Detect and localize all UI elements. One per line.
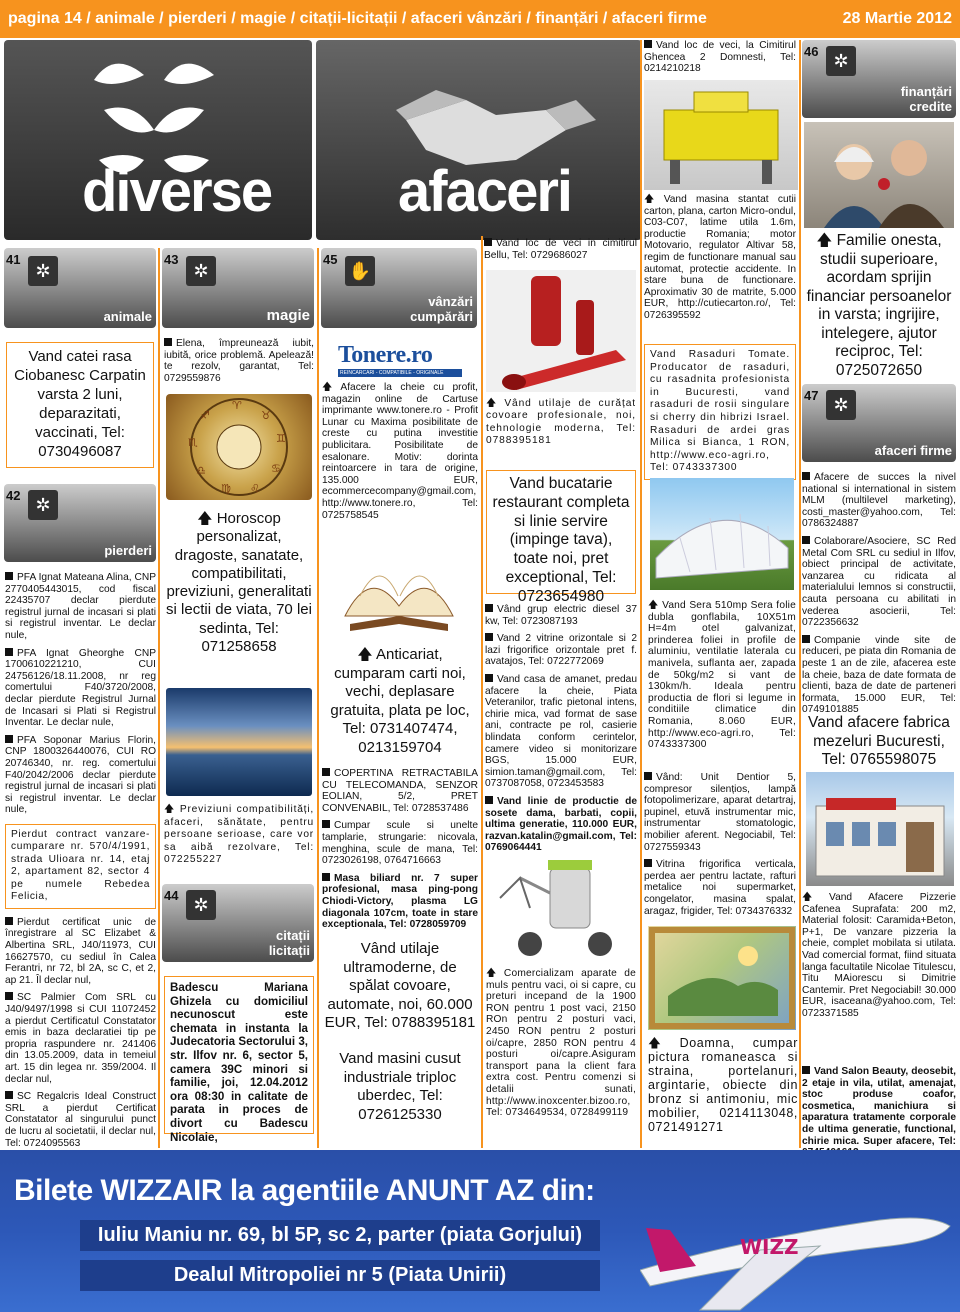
greenhouse-image: [650, 478, 794, 590]
col5-item-5: Vand 2 vitrine orizontale si 2 lazi frigorifice orizontale pret f. avatajos, Tel: 0722772069: [485, 633, 637, 668]
arrow-icon: 🡅: [197, 510, 217, 527]
arrow-icon: 🡅: [486, 398, 505, 409]
elderly-couple-image: [804, 122, 954, 228]
arrow-icon: 🡅: [648, 1036, 680, 1050]
bullet-icon: [322, 768, 330, 776]
svg-text:♌: ♌: [250, 482, 260, 495]
animale-section-header: [4, 248, 156, 328]
arrow-icon: 🡅: [648, 600, 663, 611]
arrow-icon: 🡅: [802, 892, 830, 903]
top-bar: [0, 0, 960, 38]
pierderi-section-label: pierderi: [104, 543, 152, 558]
bullet-icon: [485, 633, 493, 641]
carpet-roll-image: [486, 270, 636, 392]
bullet-icon: [5, 917, 13, 925]
plane-logo-text: WIZZ: [740, 1235, 799, 1259]
arrow-icon: 🡅: [486, 968, 504, 979]
afaceri-title: afaceri: [398, 159, 572, 224]
vanzari-ad-2: 🡅 Anticariat, cumparam carti noi, vechi, deplasare gratuita, plata pe loc, Tel: 0731407474, 0213159704: [330, 646, 470, 756]
bullet-icon: [644, 40, 652, 48]
citatii-section-number: 44: [164, 888, 179, 903]
svg-text:♋: ♋: [271, 462, 281, 475]
col6-item-4: Vând: Unit Dentior 5, compresor silențios, lampă fotopolimerizare, aparat detartraj, pupinel, etuvă instrumentar mic, instrumentar stomatologic, mobilier aferent. Negociabil, Tel: 0727559343: [644, 772, 796, 853]
col6-ad-0: Vand loc de veci, la Cimitirul Ghencea 2 Domnesti, Tel: 0214210218: [644, 40, 796, 75]
vanzari-item-4: Cumpar scule si unelte tamplarie, strungarie: nicovala, menghina, scule de mana, Tel: 0723026198, 0764716663: [322, 820, 478, 867]
col5-ad-1: Vand loc de veci in cimitirul Bellu, Tel: 0729686027: [484, 238, 637, 261]
sunset-image: [166, 688, 312, 796]
col5-ad-2: 🡅 Vând utilaje de curățat covoare profesionale, noi, tehnologie moderna, Tel: 0788395181: [486, 398, 636, 446]
bullet-icon: [802, 536, 810, 544]
magie-ad-3: 🡅 Previziuni compatibilități, afaceri, sănătate, pentru persoane serioase, care vor sa aibă rezolvare, Tel: 072255227: [164, 804, 315, 865]
vanzari-section-label: vânzări cumpărări: [410, 294, 473, 324]
vanzari-ad-1: 🡅 Afacere la cheie cu profit, magazin online de Cartuse imprimante www.tonere.ro - Profit Lunar cu Maxima posibilitate de creste cu putina investitie publicitara. Posibilitate de esalonare. Motiv: dorinta reintoarcere in tara de origine, 135.000 EUR, ecommercecompany@gmail.com, http://www.tonere.ro, Tel: 0725758545: [322, 382, 478, 521]
finantari-section-number: 46: [804, 44, 819, 59]
svg-text:♊: ♊: [276, 432, 286, 445]
col7-ad-5: Vand afacere fabrica mezeluri Bucuresti, Tel: 0765598075: [808, 714, 950, 768]
pierderi-section-header: [4, 484, 156, 562]
arrow-icon: 🡅: [816, 232, 837, 249]
magie-ad-1: Elena, împreunează iubit, iubită, orice problemă. Apelează! te rezolv, garantat, Tel: 0729559876: [164, 338, 314, 384]
banner-line-3: Dealul Mitropoliei nr 5 (Piata Unirii): [80, 1260, 600, 1291]
svg-text:♏: ♏: [188, 436, 198, 449]
pierderi-item-4: Pierdut contract vanzare-cumparare nr. 570/4/1991, strada Ulioara nr. 14, etaj 2, apartament 82, sector 4 pe numele Rebedea Felicia,: [5, 824, 156, 909]
vanzari-logo-icon: ✋: [345, 256, 375, 286]
col5-list: [485, 604, 637, 860]
tonere-logo: [338, 342, 462, 376]
col7-item-3: Colaborare/Asociere, SC Red Metal Com SRL cu sediul in Ilfov, obiect principal de activitate, vanzarea cu ridicata al materialului lemnos si constructii, cauta persoana cu abilitati in vederea asocierii, Tel: 0722356632: [802, 535, 956, 629]
col7-list: [802, 472, 956, 722]
pierderi-item-6: SC Palmier Com SRL cu J40/9497/1998 si CUI 11072452 a pierdut Certificatul Constatator emis in baza declaratiei tip pe propria raspundere nr. 241406 din 13.05.2009, data in temeiul art. 15 din legea nr. 359/2004. Il declar nul,: [5, 992, 156, 1085]
col6-ad-2-box: Vand Rasaduri Tomate. Producator de rasaduri, cu rasadnita profesionista in Bucuresti, vand rasaduri de rosii singulare si cherry din hibrizi Israel. Rasaduri de ardei gras Milica si Bianca, 1 RON, http://www.eco-agri.ro, Tel: 0743337300: [644, 344, 796, 480]
arrow-icon: 🡅: [357, 646, 377, 663]
pierderi-item-7: SC Regalcris Ideal Construct SRL a pierdut Certificat Constatator al singurului punct de lucru al societatii, il declar nul, Tel: 0724095563: [5, 1091, 156, 1149]
wizzair-banner: [0, 1150, 960, 1312]
col6-ad-1: 🡅 Vand masina stantat cutii carton, plana, carton Micro-ondul, C03-C07, latime utila 1.6m, productie Romania; motor Motovario, regulator Altivar 58, regim de functionare manual sau automat, protectie accidente. In stare buna de functionare. Aproximativ 30 de matrite, 5.000 EUR, http://cutiecarton.ro/, Tel: 0726395592: [644, 194, 796, 321]
bullet-icon: [322, 820, 330, 828]
milking-machine-image: [490, 848, 632, 962]
tonere-logo-sub: REINCARCARI - COMPATIBILE - ORIGINALE: [338, 369, 462, 377]
svg-text:♉: ♉: [261, 409, 271, 422]
citatii-section-label: citații licitații: [268, 928, 310, 958]
vanzari-ad-7: Vand masini cusut industriale triploc uberdec, Tel: 0726125330: [339, 1050, 461, 1123]
bullet-icon: [485, 604, 493, 612]
pierderi-item-3: PFA Soponar Marius Florin, CNP 1800326440076, CUI RO 20746340, nr. reg. comertului F40/2042/2006 declar pierdute registrul jurnal de incasari si plati si registrul inventar. Le declar nule,: [5, 734, 156, 816]
col6-list: [644, 772, 796, 923]
zodiac-image: [166, 394, 312, 500]
afaceri-header: [316, 40, 642, 240]
svg-text:♎: ♎: [196, 464, 206, 477]
book-image: [340, 536, 458, 636]
bullet-icon: [5, 648, 13, 656]
animale-section-number: 41: [6, 252, 21, 267]
bullet-icon: [644, 859, 652, 867]
col7-ad-6: 🡅 Vand Afacere Pizzerie Cafenea Suprafata: 200 m2, Material folosit: Caramida+Beton, P+1, De vanzare pizzeria la cheie, complet mobilata si utilata. Vad comercial format, fiind situata langa facultatile Nicolae Titulescu, Titu MAiorescu si Dimitrie Cantemir. Pret Negociabil! 30.000 EUR, isaceana@yahoo.com, Tel: 0723371585: [802, 892, 956, 1019]
col5-ad-8: 🡅 Comercializam aparate de muls pentru vaci, oi si capre, cu preturi incepand de la 1900 RON pentru 1 post vaci, 2150 ROn pentru 2 posturi vaci, 2450 RON pentru 2 posturi oi/capre, 2850 RON pentru 4 posturi oi/capre.Asiguram transport pana la client fara extra cost. Pentru comenzi si detalii sunati, http://www.inoxcenter.bizoo.ro, Tel: 0734649534, 0728499119: [486, 968, 636, 1119]
animale-ad-box: [6, 342, 154, 468]
arrow-icon: 🡅: [164, 804, 180, 815]
painting-icon: [648, 926, 796, 1030]
svg-text:♐: ♐: [200, 409, 210, 422]
col6-ad-6: 🡅 Doamna, cumpar pictura romaneasca si straina, portelanuri, argintarie, obiecte din bronz si antimoniu, mic mobilier, 0214113048, 0721491271: [648, 1036, 798, 1134]
col5-ad-3-box: Vand bucatarie restaurant completa si linie servire (impinge tava), toate noi, pret exceptional, Tel: 0723654980: [486, 470, 636, 594]
bullet-icon: [485, 796, 493, 804]
bullet-icon: [164, 338, 172, 346]
pierderi-item-1: PFA Ignat Mateana Alina, CNP 2770405443015, cod fiscal 22435707 declar pierdute registrul jurnal de incasari si plati si registrul inventar. Le declar nule,: [5, 572, 156, 641]
citatii-section-header: [162, 884, 314, 962]
divider: [158, 248, 160, 1148]
firme-section-header: [802, 384, 956, 462]
bullet-icon: [802, 472, 810, 480]
pierderi-logo-icon: ✲: [28, 490, 58, 520]
bullet-icon: [5, 572, 13, 580]
pierderi-item-5: Pierdut certificat unic de înregistrare al SC Elizabet & Albertina SRL, J40/11973, CUI 16627570, cu sediul în Calea Ferantri, nr 72, bl 2A, sc C, et 2, ap 21. Îl declar nul,: [5, 916, 156, 986]
divider: [481, 236, 483, 1148]
bullet-icon: [644, 772, 652, 780]
pizzeria-image: [806, 772, 954, 886]
magie-section-label: magie: [266, 307, 310, 324]
col5-item-6: Vand casa de amanet, predau afacere la cheie, Piata Veteranilor, trafic pietonal intens, chirie mica, vad format de sase ani, contracte pe rol, casierie blindata conform cerintelor, camere video si monitorizare BGS, 15.000 EUR, simion.taman@gmail.com, Tel: 0737087058, 0723453583: [485, 673, 637, 790]
magie-section-number: 43: [164, 252, 179, 267]
col7-ad-1: 🡅 Familie onesta, studii superioare, acordam sprijin financiar persoanelor in varsta; ingrijire, intelegere, ajutor reciproc, Tel: 0725072650: [806, 232, 952, 379]
citatii-logo-icon: ✲: [186, 890, 216, 920]
col7-item-4: Companie vinde site de reduceri, pe piata din Romania de peste 1 an de zile, afacerea este la cheie, baza de date formata de clienti, baza de date de parteneri formata, 15.000 EUR, Tel: 0749101885: [802, 634, 956, 716]
tonere-logo-text: Tonere.ro: [338, 342, 433, 368]
vanzari-ad-6: Vând utilaje ultramoderne, de spălat covoare, automate, noi, 60.000 EUR, Tel: 0788395181: [324, 940, 476, 1031]
arrow-icon: 🡅: [644, 194, 664, 205]
firme-section-number: 47: [804, 388, 819, 403]
arrow-icon: 🡅: [322, 382, 341, 393]
pierderi-list: [5, 572, 156, 1155]
bullet-icon: [802, 1066, 810, 1074]
finantari-logo-icon: ✲: [826, 46, 856, 76]
animale-ad-text: Vand catei rasa Ciobanesc Carpatin varsta 2 luni, deparazitati, vaccinati, Tel: 0730496087: [14, 348, 146, 460]
bullet-icon: [322, 873, 330, 881]
divider: [799, 40, 801, 1148]
vanzari-item-3: COPERTINA RETRACTABILA CU TELECOMANDA, SENZOR EOLIAN, 5/2, PRET CONVENABIL, Tel: 0728537486: [322, 768, 478, 814]
page-breadcrumb: pagina 14 / animale / pierderi / magie / citații-licitații / afaceri vânzări / finanțări / afaceri firme: [8, 10, 707, 27]
col7-item-2: Afacere de succes la nivel national si international in sistem MLM (multilevel marketing), costi_master@yahoo.com, Tel: 0786324887: [802, 472, 956, 530]
pierderi-item-2: PFA Ignat Gheorghe CNP 1700610221210, CUI 24756126/18.11.2008, nr reg comertului F40/3720/2008, declar pierdute Registrul Jurnal de Incasari si Plati si Registrul Inventar. Le declar nule,: [5, 647, 156, 729]
diverse-title: diverse: [82, 159, 272, 224]
finantari-section-header: [802, 40, 956, 118]
animale-section-label: animale: [103, 309, 152, 324]
greenhouse-icon: [650, 478, 794, 590]
col5-item-7: Vand linie de productie de sosete dama, barbati, copii, ultima generatie, 110.000 EUR, razvan.katalin@gmail.com, Tel: 0769064441: [485, 795, 637, 854]
divider: [317, 248, 319, 1148]
pizzeria-building-icon: [806, 772, 954, 886]
milking-machine-icon: [490, 848, 632, 962]
bullet-icon: [5, 1091, 13, 1099]
bullet-icon: [802, 635, 810, 643]
bullet-icon: [485, 674, 493, 682]
magie-section-header: [162, 248, 314, 328]
animale-logo-icon: ✲: [28, 256, 58, 286]
zodiac-wheel-icon: [166, 394, 312, 500]
firme-section-label: afaceri firme: [874, 443, 952, 458]
col6-ad-3: 🡅 Vand Sera 510mp Sera folie dubla gonflabila, 10X51m H=4m otel galvanizat, prinderea foliei in profile de aluminiu, ventilatie laterala cu manivela, suflanta aer, zapada de 50kg/m2 si vant de 130km/h. Ideala pentru productia de flori si legume in conditiile climatice din Romania, 8.060 EUR, http://www.eco-agri.ro, Tel: 0743337300: [648, 600, 796, 751]
col5-item-4: Vând grup electric diesel 37 kw, Tel: 0723087193: [485, 604, 637, 627]
book-icon: [340, 536, 458, 636]
col7-ad-7: Vand Salon Beauty, deosebit, 2 etaje in vila, utilat, amenajat, stoc produse coafor, cosmetica, manichiura si aparatura tratamente corporale de ultima generatie, functional, chirie mica. Super afacere, Tel:: [802, 1066, 956, 1147]
magie-ad-2: 🡅 Horoscop personalizat, dragoste, sanatate, compatibilitati, previziuni, generalitati si lectii de viata, 70 lei sedinta, Tel: 071258658: [166, 510, 312, 656]
firme-logo-icon: ✲: [826, 390, 856, 420]
carpet-roll-icon: [486, 270, 636, 392]
bullet-icon: [5, 992, 13, 1000]
machine-image: [644, 80, 798, 190]
svg-text:♍: ♍: [221, 482, 231, 495]
vanzari-list: [322, 768, 478, 937]
banner-line-1: Bilete WIZZAIR la agentiile ANUNT AZ din:: [14, 1174, 595, 1207]
stamping-machine-icon: [644, 80, 798, 190]
divider: [640, 40, 642, 1148]
banner-line-2: Iuliu Maniu nr. 69, bl 5P, sc 2, parter (piata Gorjului): [80, 1220, 600, 1251]
vanzari-item-5: Masa biliard nr. 7 super profesional, masa ping-pong Chiodi-Victory, plasma LG diagonala 107cm, toate in stare exceptionala, Tel: 0728059709: [322, 872, 478, 931]
vanzari-section-header: [321, 248, 477, 328]
elderly-couple-icon: [804, 122, 954, 228]
pierderi-section-number: 42: [6, 488, 21, 503]
vanzari-section-number: 45: [323, 252, 338, 267]
bullet-icon: [484, 238, 492, 246]
finantari-section-label: finanțări credite: [900, 84, 952, 114]
bullet-icon: [5, 735, 13, 743]
painting-image: [648, 926, 796, 1030]
col6-item-5: Vitrina frigorifica verticala, perdea aer pentru lactate, rafturi metalice noi supermarket, congelator, masina spalat, aragaz, frigider, Tel: 0734376332: [644, 859, 796, 917]
svg-text:♈: ♈: [232, 399, 242, 412]
diverse-header: [4, 40, 312, 240]
page-date: 28 Martie 2012: [842, 10, 952, 27]
airplane-icon: [640, 1150, 960, 1312]
magie-logo-icon: ✲: [186, 256, 216, 286]
citatii-ad-box: Badescu Mariana Ghizela cu domiciliul necunoscut este chemata in instanta la Judecatoria Sectorului 3, str. Ilfov nr. 6, sector 5, camera 39C minori si familie, joi, 12.04.2012 ora 08:30 in calitate de parata in proces de divort cu Badescu Nicolaie,: [164, 976, 314, 1134]
